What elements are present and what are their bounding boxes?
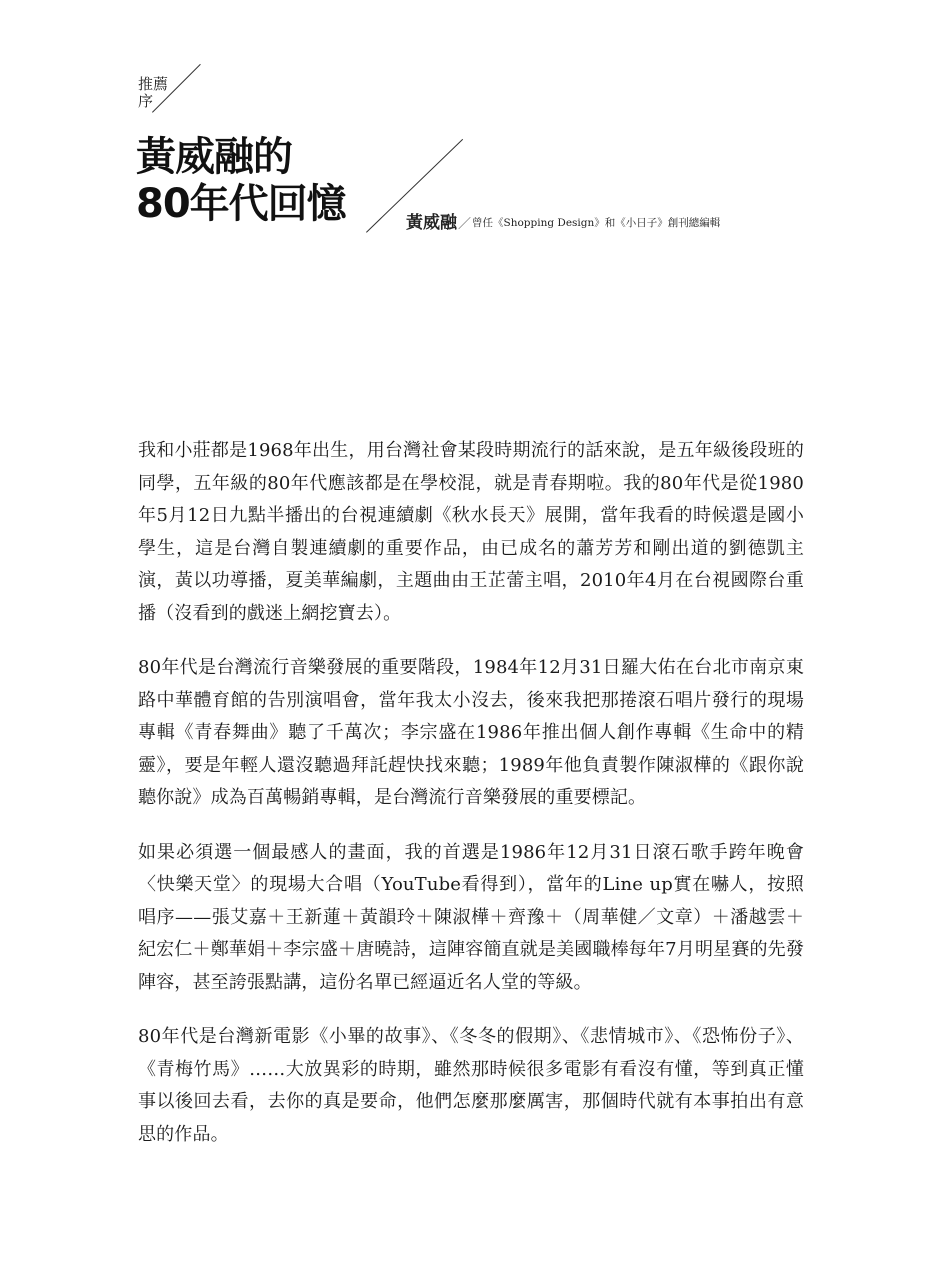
section-label-line1: 推薦 bbox=[138, 75, 169, 93]
section-label-line2: 序 bbox=[138, 92, 154, 110]
title-line2: 80年代回憶 bbox=[136, 181, 346, 227]
author-role: 曾任《Shopping Design》和《小日子》創刊總編輯 bbox=[472, 217, 721, 229]
paragraph: 如果必須選一個最感人的畫面，我的首選是1986年12月31日滾石歌手跨年晚會〈快樂天堂〉的現場大合唱（YouTube看得到），當年的Line up實在嚇人，按照唱序——張艾嘉＋王新蓮＋黃韻玲＋陳淑樺＋齊豫＋（周華健／文章）＋潘越雲＋紀宏仁＋鄭華娟＋李宗盛＋唐曉詩，這陣容簡直就是美國職棒每年7月明星賽的先發陣容，甚至誇張點講，這份名單已經逼近名人堂的等級。 bbox=[138, 841, 804, 993]
author-name: 黃威融 bbox=[406, 213, 457, 233]
byline-separator: ／ bbox=[458, 217, 472, 232]
paragraph: 80年代是台灣流行音樂發展的重要階段，1984年12月31日羅大佑在台北市南京東路中華體育館的告別演唱會，當年我太小沒去，後來我把那捲滾石唱片發行的現場專輯《青春舞曲》聽了千萬次；李宗盛在1986年推出個人創作專輯《生命中的精靈》，要是年輕人還沒聽過拜託趕快找來聽；1989年他負責製作陳淑樺的《跟你說聽你說》成為百萬暢銷專輯，是台灣流行音樂發展的重要標記。 bbox=[138, 657, 804, 808]
byline bbox=[406, 208, 736, 233]
page-title bbox=[136, 134, 396, 228]
paragraph: 80年代是台灣新電影《小畢的故事》、《冬冬的假期》、《悲情城市》、《恐怖份子》、《青梅竹馬》……大放異彩的時期，雖然那時候很多電影有看沒有懂，等到真正懂事以後回去看，去你的真是要命，他們怎麼那麼厲害，那個時代就有本事拍出有意思的作品。 bbox=[138, 1026, 804, 1145]
title-line1: 黃威融的 bbox=[136, 134, 292, 180]
paragraph: 我和小莊都是1968年出生，用台灣社會某段時期流行的話來說，是五年級後段班的同學，五年級的80年代應該都是在學校混，就是青春期啦。我的80年代是從1980年5月12日九點半播出的台視連續劇《秋水長天》展開，當年我看的時候還是國小學生，這是台灣自製連續劇的重要作品，由已成名的蕭芳芳和剛出道的劉德凱主演，黃以功導播，夏美華編劇，主題曲由王芷蕾主唱，2010年4月在台視國際台重播（沒看到的戲迷上網挖寶去）。 bbox=[138, 440, 804, 624]
article-body bbox=[138, 435, 804, 1173]
